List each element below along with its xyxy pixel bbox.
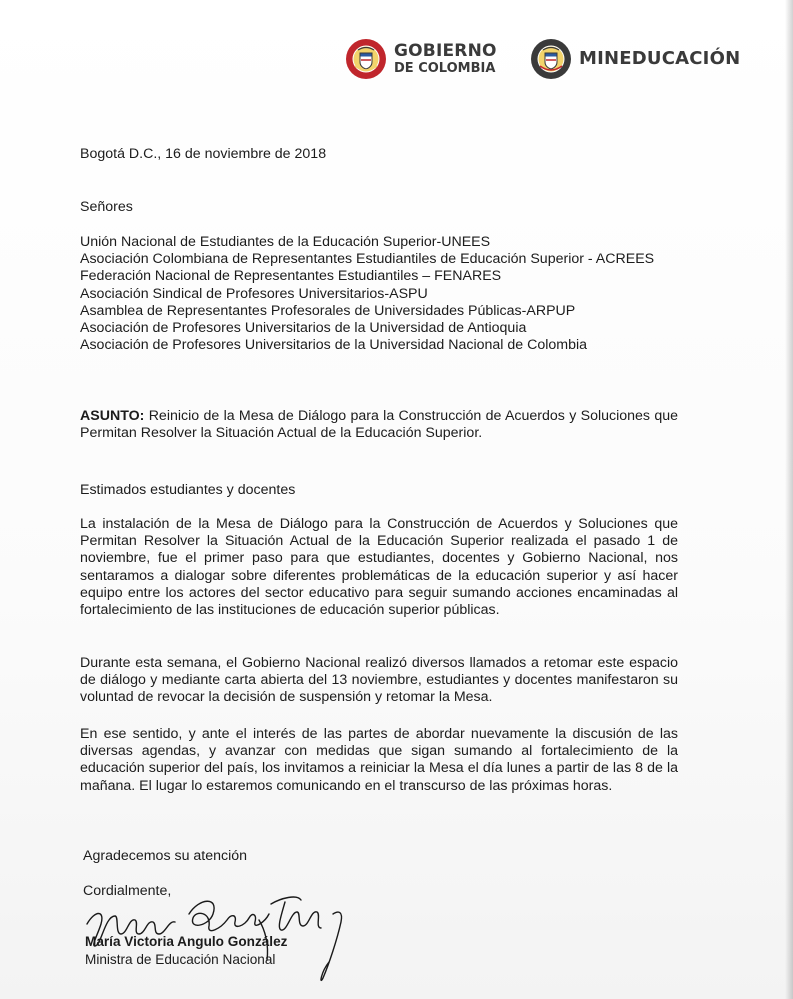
recipient-line: Unión Nacional de Estudiantes de la Educación Superior-UNEES: [80, 234, 491, 250]
salutation-title: Señores: [80, 199, 133, 215]
mineducacion-logo: [530, 38, 740, 80]
min-logo-text: MINEDUCACIÓN: [579, 48, 741, 69]
closing-line: Cordialmente,: [83, 883, 172, 899]
body-paragraph: Durante esta semana, el Gobierno Nacional realizó diversos llamados a retomar este espacio de diálogo y mediante carta abierta del 13 noviembre, estudiantes y docentes manifestaron su voluntad de revocar la decisión de suspensión y retomar la Mesa.: [80, 655, 678, 706]
subject-text: Reinicio de la Mesa de Diálogo para la Construcción de Acuerdos y Soluciones que Permitan Resolver la Situación Actual de la Educación Superior.: [80, 408, 678, 442]
signer-name: María Victoria Angulo González: [85, 934, 288, 949]
recipient-line: Federación Nacional de Representantes Estudiantiles – FENARES: [80, 268, 502, 285]
body-paragraph: En ese sentido, y ante el interés de las partes de abordar nuevamente la discusión de las diversas agendas, y avanzar con medidas que sigan sumando al fortalecimiento de la educación superior del país, los invitamos a reiniciar la Mesa el día lunes a partir de las 8 de la mañana. El lugar lo estaremos comunicando en el transcurso de las próximas horas.: [80, 726, 678, 794]
greeting: Estimados estudiantes y docentes: [80, 482, 296, 498]
handwritten-signature: [85, 884, 360, 984]
gobierno-de-colombia-logo: [345, 38, 497, 80]
recipients-list: [80, 234, 678, 354]
colombia-coat-of-arms-icon: [530, 38, 572, 80]
gov-logo-line1: GOBIERNO: [394, 41, 497, 61]
recipient-line: Asociación de Profesores Universitarios de la Universidad Nacional de Colombia: [80, 337, 588, 354]
colombia-coat-of-arms-icon: [345, 38, 387, 80]
subject-label: ASUNTO:: [80, 408, 145, 424]
recipient-line: Asociación Sindical de Profesores Universitarios-ASPU: [80, 285, 428, 302]
recipient-line: Asamblea de Representantes Profesorales de Universidades Públicas-ARPUP: [80, 302, 576, 319]
gov-logo-line2: DE COLOMBIA: [394, 61, 496, 76]
body-paragraph: La instalación de la Mesa de Diálogo para la Construcción de Acuerdos y Soluciones que Permitan Resolver la Situación Actual de la Educación Superior realizada el pasado 1 de noviembre, fue el primer paso para que estudiantes, docentes y Gobierno Nacional, nos sentaramos a dialogar sobre diferentes problemáticas de la educación superior y así hacer equipo entre los actores del sector educativo para seguir sumando acciones encaminadas al fortalecimiento de las instituciones de educación superior públicas.: [80, 516, 678, 619]
signer-title: Ministra de Educación Nacional: [85, 952, 276, 967]
recipient-line: Asociación de Profesores Universitarios de la Universidad de Antioquia: [80, 320, 527, 337]
thanks-line: Agradecemos su atención: [83, 848, 248, 864]
scan-edge-shadow: [785, 0, 793, 999]
subject: [80, 408, 678, 442]
recipient-line: Asociación Colombiana de Representantes Estudiantiles de Educación Superior - ACREES: [80, 251, 655, 268]
date-line: Bogotá D.C., 16 de noviembre de 2018: [80, 146, 327, 162]
